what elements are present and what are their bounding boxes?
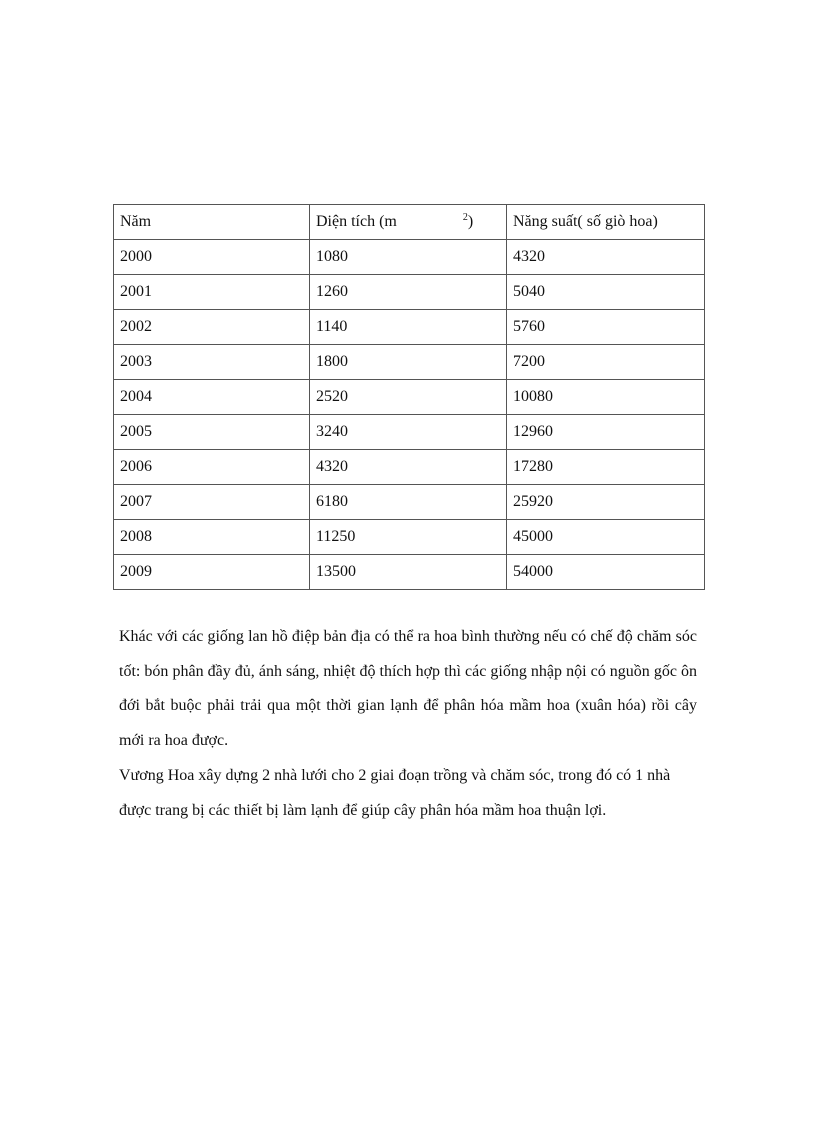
cell-yield: 7200 — [507, 345, 705, 380]
cell-yield: 4320 — [507, 240, 705, 275]
header-year: Năm — [114, 205, 310, 240]
table-row — [114, 450, 705, 485]
cell-area: 1800 — [310, 345, 507, 380]
cell-year: 2008 — [114, 520, 310, 555]
cell-yield: 5760 — [507, 310, 705, 345]
cell-year: 2001 — [114, 275, 310, 310]
table-row — [114, 520, 705, 555]
cell-year: 2003 — [114, 345, 310, 380]
cell-area: 3240 — [310, 415, 507, 450]
header-area-superscript: 2 — [462, 212, 468, 223]
paragraph-1: Khác với các giống lan hồ điệp bản địa có thể ra hoa bình thường nếu có chế độ chăm sóc tốt: bón phân đầy đủ, ánh sáng, nhiệt độ thích hợp thì các giống nhập nội có nguồn gốc ôn đới bắt buộc phải trải qua một thời gian lạnh để phân hóa mầm hoa (xuân hóa) rồi cây mới ra hoa được. — [119, 628, 697, 750]
table-row — [114, 275, 705, 310]
header-area — [310, 205, 507, 240]
cell-yield: 5040 — [507, 275, 705, 310]
cell-yield: 12960 — [507, 415, 705, 450]
cell-yield: 45000 — [507, 520, 705, 555]
cell-area: 4320 — [310, 450, 507, 485]
cell-area: 1140 — [310, 310, 507, 345]
cell-year: 2005 — [114, 415, 310, 450]
header-area-label: Diện tích (m — [316, 213, 397, 230]
cell-area: 6180 — [310, 485, 507, 520]
cell-yield: 10080 — [507, 380, 705, 415]
header-area-close: ) — [467, 213, 474, 230]
cell-year: 2007 — [114, 485, 310, 520]
cell-area: 2520 — [310, 380, 507, 415]
cell-area: 13500 — [310, 555, 507, 590]
table-header-row — [114, 205, 705, 240]
table-row — [114, 415, 705, 450]
table-row — [114, 485, 705, 520]
cell-year: 2000 — [114, 240, 310, 275]
cell-year: 2004 — [114, 380, 310, 415]
cell-yield: 25920 — [507, 485, 705, 520]
table-body — [114, 240, 705, 590]
data-table — [113, 204, 705, 590]
cell-year: 2009 — [114, 555, 310, 590]
cell-year: 2006 — [114, 450, 310, 485]
table-row — [114, 240, 705, 275]
cell-area: 11250 — [310, 520, 507, 555]
cell-yield: 17280 — [507, 450, 705, 485]
table-row — [114, 310, 705, 345]
table-row — [114, 555, 705, 590]
cell-area: 1260 — [310, 275, 507, 310]
table-row — [114, 345, 705, 380]
cell-year: 2002 — [114, 310, 310, 345]
header-yield: Năng suất( số giò hoa) — [507, 205, 705, 240]
cell-yield: 54000 — [507, 555, 705, 590]
table-row — [114, 380, 705, 415]
body-text — [119, 620, 697, 828]
cell-area: 1080 — [310, 240, 507, 275]
paragraph-2: Vương Hoa xây dựng 2 nhà lưới cho 2 giai đoạn trồng và chăm sóc, trong đó có 1 nhà được trang bị các thiết bị làm lạnh để giúp cây phân hóa mầm hoa thuận lợi. — [119, 766, 671, 819]
